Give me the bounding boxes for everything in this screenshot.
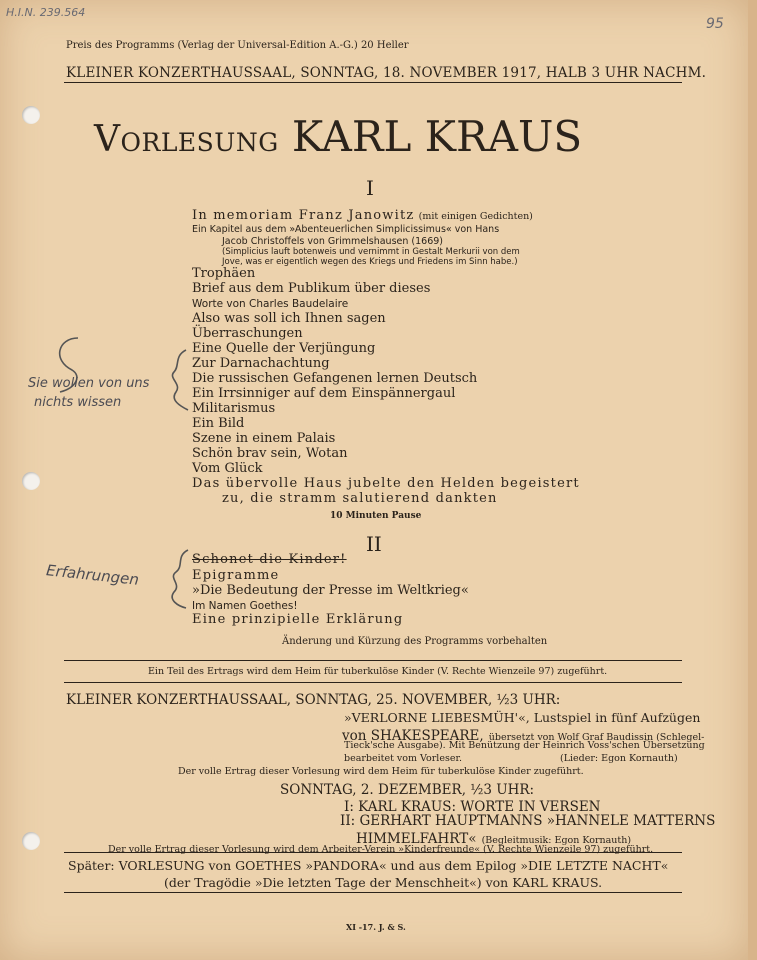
program-item: Die russischen Gefangenen lernen Deutsch [192,371,478,386]
punch-hole [22,832,40,850]
hannele-label: HIMMELFAHRT« [356,831,477,847]
next-event-1-line: (Lieder: Egon Kornauth) [560,753,678,764]
rule [64,682,682,683]
program-item: Eine Quelle der Verjüngung [192,341,376,356]
venue-line: KLEINER KONZERTHAUSSAAL, SONNTAG, 18. NOVEMBER 1917, HALB 3 UHR NACHM. [66,65,707,81]
program-item: Trophäen [192,266,256,281]
program-item: Ein Irrsinniger auf dem Einspännergaul [192,386,456,401]
program-item: Brief aus dem Publikum über dieses [192,281,431,296]
program-item-last-cont: zu, die stramm salutierend dankten [222,491,498,506]
program-item: Zur Darnachachtung [192,356,330,371]
program-item: Im Namen Goethes! [192,600,298,612]
page-edge [748,0,757,960]
shakespeare-label: von SHAKESPEARE, [342,728,484,744]
archive-mark: H.I.N. 239.564 [6,6,86,19]
next-event-2-line: II: GERHART HAUPTMANNS »HANNELE MATTERNS [340,813,716,829]
program-item: Ein Bild [192,416,245,431]
next-event-2-header: SONNTAG, 2. DEZEMBER, ½3 UHR: [280,782,535,798]
rule [64,852,682,853]
program-item: Militarismus [192,401,276,416]
memoriam-note: (mit einigen Gedichten) [418,211,533,222]
program-item: Epigramme [192,568,280,583]
program-item: Also was soll ich Ihnen sagen [192,311,386,326]
next-event-2-line: I: KARL KRAUS: WORTE IN VERSEN [344,799,601,815]
pencil-bracket-2 [160,546,196,612]
program-item-struck: Schonet die Kinder! [192,552,347,567]
page-title [94,112,582,161]
title-part1: Vorlesung [94,119,279,160]
punch-hole [22,472,40,490]
page-number: 95 [706,16,724,32]
next-event-1-header: KLEINER KONZERTHAUSSAAL, SONNTAG, 25. NOVEMBER, ½3 UHR: [66,692,561,708]
program-note: Änderung und Kürzung des Programms vorbehalten [282,636,548,647]
memoriam-title: In memoriam Franz Janowitz [192,208,415,223]
program-item: »Die Bedeutung der Presse im Weltkrieg« [192,583,469,598]
pencil-note-2: Erfahrungen [45,561,140,589]
pencil-note-1: Sie wollen von uns [28,376,150,391]
program-item: Worte von Charles Baudelaire [192,298,349,310]
pencil-note-1b: nichts wissen [34,395,122,410]
price-line: Preis des Programms (Verlag der Universal-Edition A.-G.) 20 Heller [66,40,409,51]
program-item: Schön brav sein, Wotan [192,446,348,461]
later-line: Später: VORLESUNG von GOETHES »PANDORA« und aus dem Epilog »DIE LETZTE NACHT« [68,858,669,873]
pause-label: 10 Minuten Pause [330,511,422,521]
next-event-1-line: Tieck'sche Ausgabe). Mit Benützung der Heinrich Voss'schen Übersetzung [344,740,705,751]
section-2-numeral: II [366,532,382,556]
kapitel-line: Ein Kapitel aus dem »Abenteuerlichen Simplicissimus« von Hans [192,224,500,235]
next-event-2-proceeds: Der volle Ertrag dieser Vorlesung wird dem Arbeiter-Verein »Kinderfreunde« (V. Rechte Wienzeile 97) zugeführt. [108,844,654,855]
program-item-last: Das übervolle Haus jubelte den Helden begeistert [192,476,580,491]
program-item: Eine prinzipielle Erklärung [192,612,404,627]
rule [64,892,682,893]
next-event-1-line: »VERLORNE LIEBESMÜH'«, Lustspiel in fünf Aufzügen [344,710,701,725]
program-item: Vom Glück [192,461,263,476]
kapitel-line: Jacob Christoffels von Grimmelshausen (1669) [222,236,444,247]
translation-note: übersetzt von Wolf Graf Baudissin (Schlegel- [488,732,705,743]
next-event-1-proceeds: Der volle Ertrag dieser Vorlesung wird dem Heim für tuberkulöse Kinder zugeführt. [178,766,584,777]
kapitel-line: (Simplicius lauft botenweis und vernimmt in Gestalt Merkurii von dem [222,247,520,257]
memoriam-line [192,208,533,223]
title-part2: KARL KRAUS [291,112,583,161]
header-rule [64,82,682,83]
kapitel-line: Jove, was er eigentlich wegen des Kriegs und Friedens im Sinn habe.) [222,257,518,267]
section-1-numeral: I [366,176,374,200]
music-note: (Begleitmusik: Egon Kornauth) [481,835,632,846]
printer-mark: XI -17. J. & S. [346,922,406,932]
punch-hole [22,106,40,124]
rule [64,660,682,661]
next-event-1-line: bearbeitet vom Vorleser. [344,753,462,764]
proceeds-line: Ein Teil des Ertrags wird dem Heim für tuberkulöse Kinder (V. Rechte Wienzeile 97) zugeführt. [148,666,608,677]
program-item: Szene in einem Palais [192,431,336,446]
later-line: (der Tragödie »Die letzten Tage der Menschheit«) von KARL KRAUS. [164,875,603,890]
program-item: Überraschungen [192,326,303,341]
